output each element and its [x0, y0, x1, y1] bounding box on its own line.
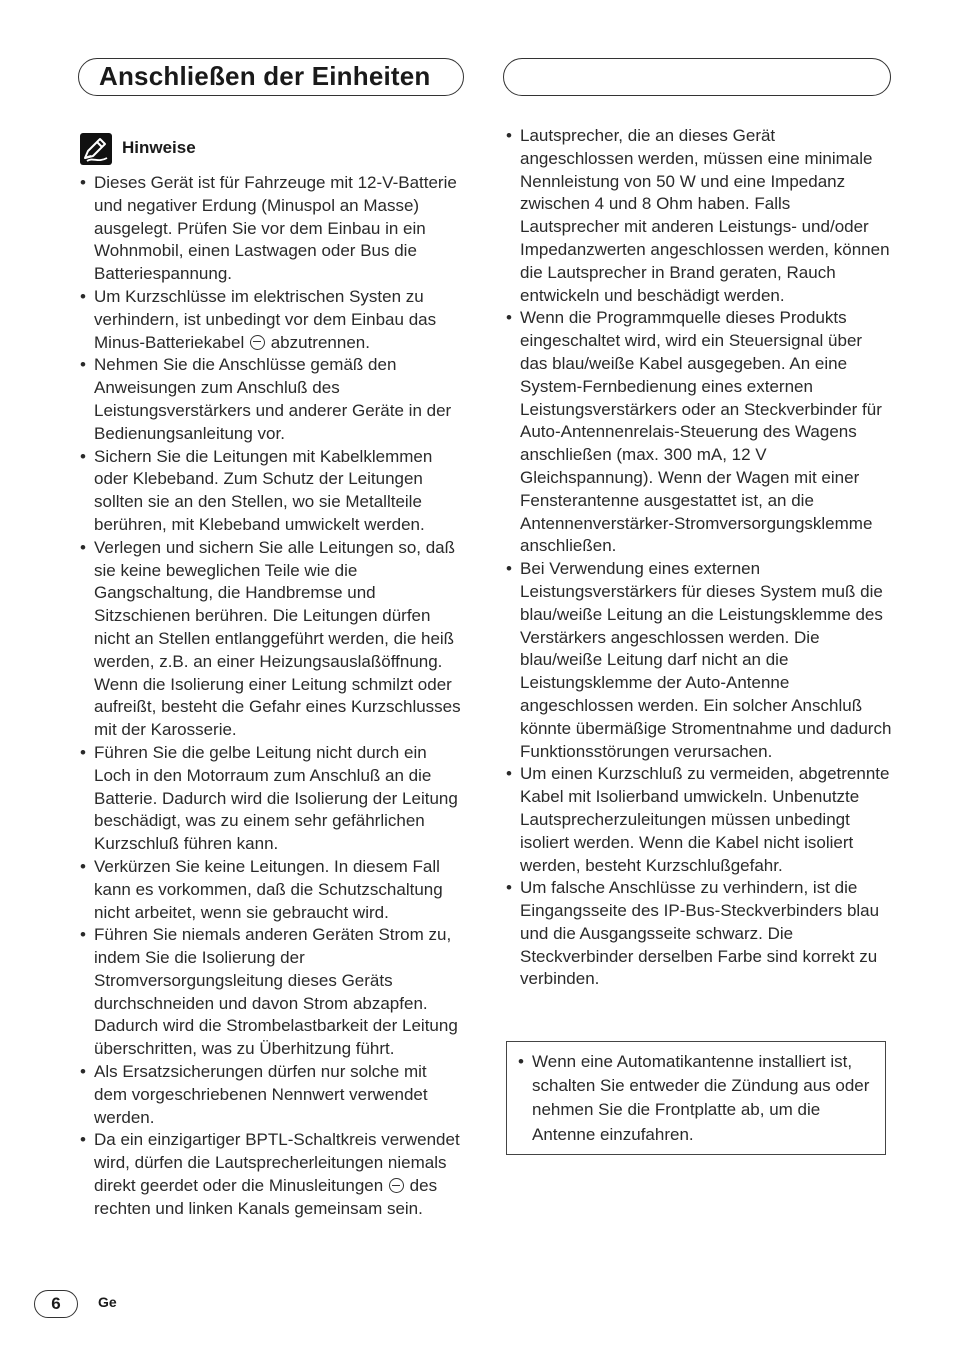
list-item: • Nehmen Sie die Anschlüsse gemäß den Anweisungen zum Anschluß des Leistungsverstärkers und anderer Geräte in der Bedienungsanleitung vor. — [80, 354, 464, 445]
list-item: • Um falsche Anschlüsse zu verhindern, ist die Eingangsseite des IP-Bus-Steckverbinders blau und die Ausgangsseite schwarz. Die Steckverbinder derselben Farbe sind korrekt zu verbinden. — [506, 877, 892, 991]
list-item-text: des rechten und linken Kanals gemeinsam sein. — [94, 1176, 438, 1218]
list-item: • Verkürzen Sie keine Leitungen. In diesem Fall kann es vorkommen, daß die Schutzschaltung nicht arbeitet, wenn sie gebraucht wird. — [80, 856, 464, 924]
boxed-note-list — [518, 1050, 875, 1147]
section-title-box — [78, 58, 464, 96]
list-item-text: Da ein einzigartiger BPTL-Schaltkreis verwendet wird, dürfen die Lautsprecherleitungen niemals direkt geerdet oder die Minusleitungen — [94, 1130, 460, 1196]
boxed-note — [506, 1041, 886, 1155]
list-item: • Um einen Kurzschluß zu vermeiden, abgetrennte Kabel mit Isolierband umwickeln. Unbenutzte Lautsprecherzuleitungen müssen unbedingt isoliert werden. Wenn die Kabel nicht isoliert werden, besteht Kurzschlußgefahr. — [506, 763, 892, 877]
list-item: • Dieses Gerät ist für Fahrzeuge mit 12-V-Batterie und negativer Erdung (Minuspol an Masse) ausgelegt. Prüfen Sie vor dem Einbau in ein Wohnmobil, einen Lastwagen oder Bus die Batteriespannung. — [80, 172, 464, 286]
left-column — [80, 172, 464, 1221]
page-title: Anschließen der Einheiten — [99, 61, 431, 91]
list-item: • Wenn eine Automatikantenne installiert ist, schalten Sie entweder die Zündung aus oder nehmen Sie die Frontplatte ab, um die Antenne einzufahren. — [518, 1050, 875, 1147]
list-item: • Lautsprecher, die an dieses Gerät angeschlossen werden, müssen eine minimale Nennleistung von 50 W und eine Impedanz zwischen 4 und 8 Ohm haben. Falls Lautsprecher mit anderen Leistungs- und/oder Impedanzwerten angeschlossen werden, können die Lautsprecher in Brand geraten, Rauch entwickeln und beschädigt werden. — [506, 125, 892, 307]
notes-list-right — [506, 125, 892, 991]
right-column — [506, 125, 892, 991]
list-item: • Wenn die Programmquelle dieses Produkts eingeschaltet wird, wird ein Steuersignal über das blau/weiße Kabel ausgegeben. An eine System-Fernbedienung eines externen Leistungsverstärkers oder an Steckverbinder für Auto-Antennenrelais-Steuerung des Wagens anschließen (max. 300 mA, 12 V Gleichspannung). Wenn der Wagen mit einer Fensterantenne ausgestattet ist, an die Antennenverstärker-Stromversorgungsklemme anschließen. — [506, 307, 892, 558]
minus-symbol-icon — [389, 1178, 404, 1193]
minus-symbol-icon — [250, 335, 265, 350]
list-item: • Verlegen und sichern Sie alle Leitungen so, daß sie keine beweglichen Teile wie die Gangschaltung, die Handbremse und Sitzschienen berühren. Die Leitungen dürfen nicht an Stellen entlanggeführt werden, die heiß werden, z.B. an einer Heizungsauslaßöffnung. Wenn die Isolierung einer Leitung schmilzt oder aufreißt, besteht die Gefahr eines Kurzschlusses mit der Karosserie. — [80, 537, 464, 742]
notes-list-left — [80, 172, 464, 1221]
list-item — [80, 1129, 464, 1220]
list-item: • Führen Sie die gelbe Leitung nicht durch ein Loch in den Motorraum zum Anschluß an die Batterie. Dadurch wird die Isolierung der Leitung beschädigt, was zu einem sehr gefährlichen Kurzschluß führen kann. — [80, 742, 464, 856]
list-item — [80, 286, 464, 354]
list-item-text: Um Kurzschlüsse im elektrischen Systen zu verhindern, ist unbedingt vor dem Einbau das Minus-Batteriekabel — [94, 286, 437, 352]
note-pencil-icon — [80, 133, 112, 165]
list-item: • Sichern Sie die Leitungen mit Kabelklemmen oder Klebeband. Zum Schutz der Leitungen sollten sie an den Stellen, wo sie Metallteile berühren, mit Klebeband umwickelt werden. — [80, 446, 464, 537]
language-code: Ge — [98, 1294, 117, 1310]
list-item: • Bei Verwendung eines externen Leistungsverstärkers für dieses System muß die blau/weiße Leitung an die Leistungsklemme des Verstärkers angeschlossen werden. Die blau/weiße Leitung darf nicht an die Leistungsklemme der Auto-Antenne angeschlossen werden. Ein solcher Anschluß könnte übermäßige Stromentnahme und dadurch Funktionsstörungen verursachen. — [506, 558, 892, 763]
list-item: • Als Ersatzsicherungen dürfen nur solche mit dem vorgeschriebenen Nennwert verwendet werden. — [80, 1061, 464, 1129]
notes-title: Hinweise — [122, 138, 196, 157]
list-item: • Führen Sie niemals anderen Geräten Strom zu, indem Sie die Isolierung der Stromversorgungsleitung dieses Geräts durchschneiden und davon Strom abzapfen. Dadurch wird die Strombelastbarkeit der Leitung überschritten, was zu Überhitzung führt. — [80, 924, 464, 1061]
page-number: 6 — [34, 1290, 78, 1318]
empty-title-box — [503, 58, 891, 96]
list-item-text: abzutrennen. — [270, 332, 370, 352]
